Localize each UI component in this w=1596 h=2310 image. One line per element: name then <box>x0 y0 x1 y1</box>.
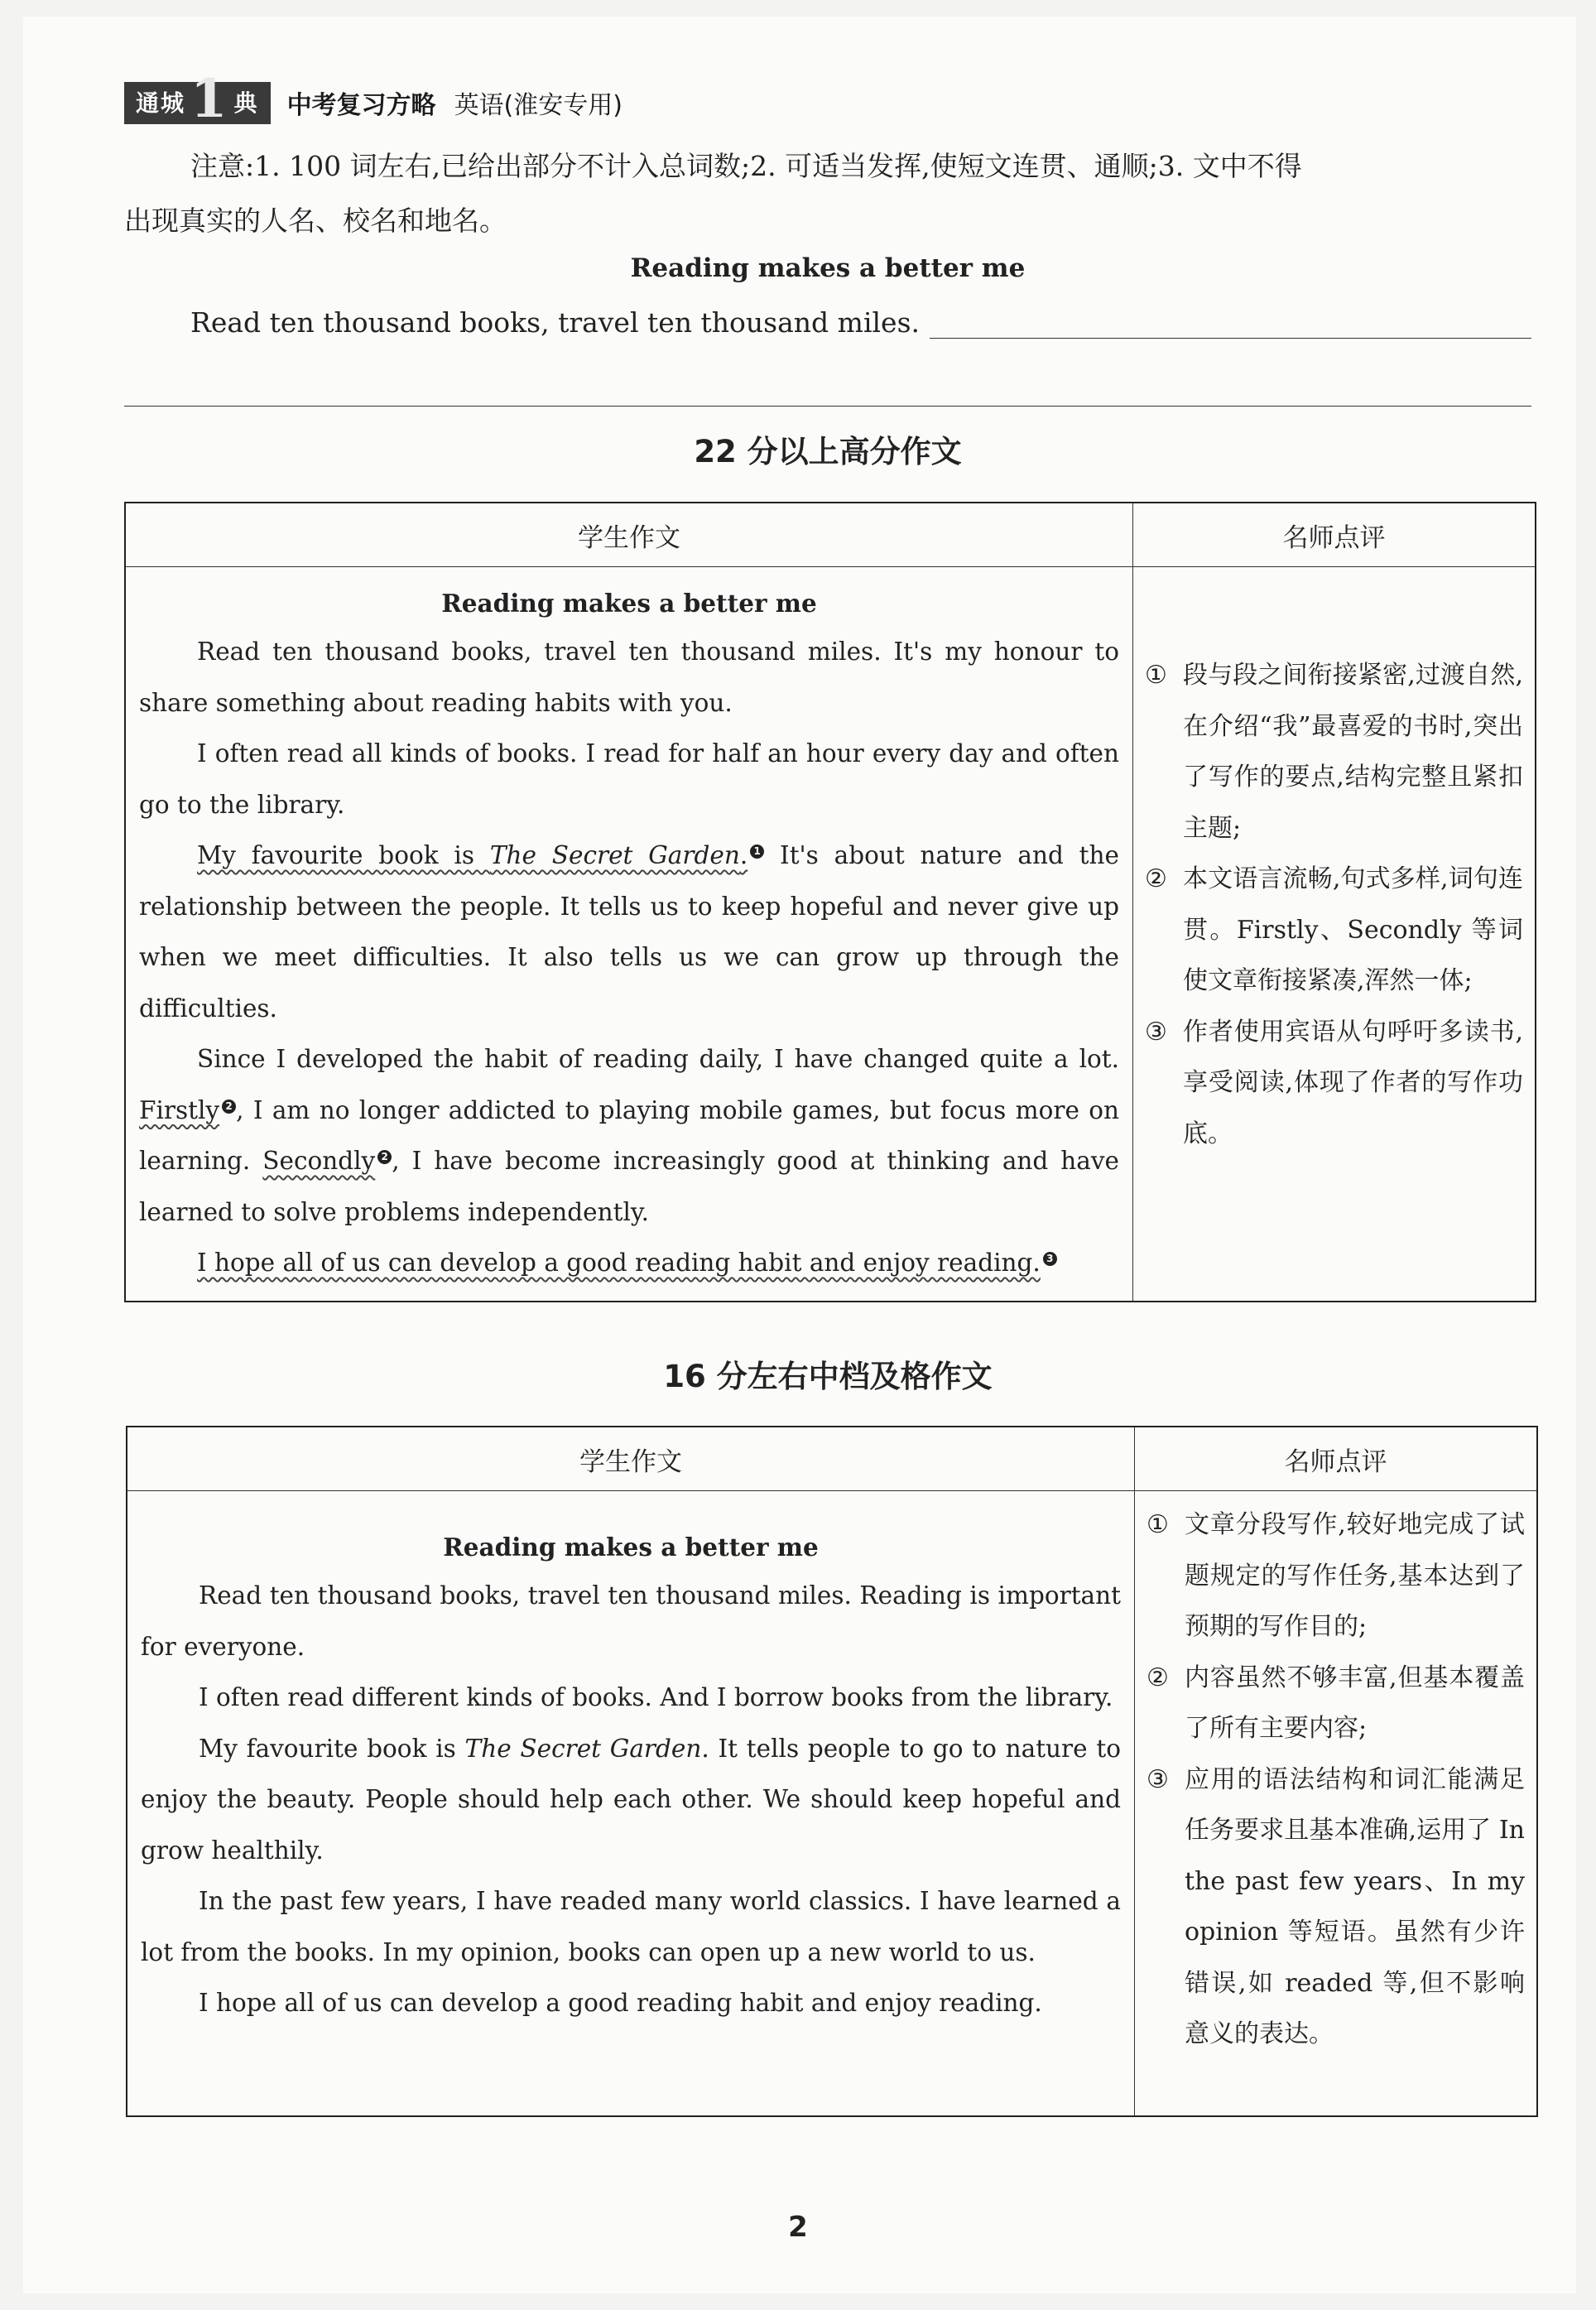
section-title-mid: 16 分左右中档及格作文 <box>663 1359 993 1394</box>
writing-instructions: 注意:1. 100 词左右,已给出部分不计入总词数;2. 可适当发挥,使短文连贯、通顺;3. 文中不得 出现真实的人名、校名和地名。 <box>124 150 1302 237</box>
teacher-comment-cell <box>1135 1491 1538 2117</box>
underlined-word: Secondly <box>262 1147 376 1175</box>
book-title: 中考复习方略 <box>286 91 436 120</box>
note-marker: 3 <box>1043 1252 1057 1266</box>
prompt-title: Reading makes a better me <box>630 253 1026 283</box>
note-marker: 2 <box>377 1150 392 1164</box>
underlined-word: Firstly <box>139 1095 220 1124</box>
running-header <box>124 67 623 130</box>
col-teacher-comment: 名师点评 <box>1133 503 1536 567</box>
student-essay-cell <box>125 567 1133 1302</box>
series-logo: 通城1 典 <box>124 82 271 124</box>
essay-paragraph: My favourite book is The Secret Garden. 1 It's about nature and the relationship between the people. It tells us to keep hopeful and never give up when we meet difficulties. It also tells us we can grow up through the difficulties. <box>139 841 1119 1023</box>
comment-item: ② 内容虽然不够丰富,但基本覆盖了所有主要内容; <box>1147 1663 1525 1743</box>
col-teacher-comment: 名师点评 <box>1135 1427 1538 1491</box>
essay-title: Reading makes a better me <box>441 589 817 618</box>
underlined-sentence: My favourite book is The Secret Garden. <box>197 841 748 869</box>
high-score-table <box>124 502 1536 1302</box>
essay-paragraph: Read ten thousand books, travel ten thousand miles. Reading is important for everyone. <box>141 1581 1121 1661</box>
answer-blank <box>930 308 1531 339</box>
essay-paragraph <box>139 1238 1119 1289</box>
underlined-sentence: I hope all of us can develop a good reading habit and enjoy reading. <box>197 1249 1041 1277</box>
comment-item: ① 文章分段写作,较好地完成了试题规定的写作任务,基本达到了预期的写作目的; <box>1147 1510 1525 1641</box>
note-marker: 2 <box>222 1100 236 1114</box>
comment-item: ③ 应用的语法结构和词汇能满足任务要求且基本准确,运用了 In the past few years、In my opinion 等短语。虽然有少许错误,如 readed 等,但不影响意义的表达。 <box>1147 1764 1525 2048</box>
essay-paragraph: Since I developed the habit of reading daily, I have changed quite a lot. Firstly 2 , I am no longer addicted to playing mobile games, but focus more on learning. Secondly 2 , I have become increasingly good at thinking and have learned to solve problems independently. <box>139 1045 1120 1226</box>
essay-paragraph: I often read all kinds of books. I read for half an hour every day and often go to the library. <box>139 739 1119 819</box>
essay-title: Reading makes a better me <box>443 1533 819 1562</box>
mid-score-table <box>126 1426 1538 2117</box>
student-essay-cell <box>127 1491 1135 2117</box>
teacher-comment-cell <box>1133 567 1536 1302</box>
essay-paragraph: Read ten thousand books, travel ten thousand miles. It's my honour to share something about reading habits with you. <box>139 638 1119 717</box>
comment-item: ① 段与段之间衔接紧密,过渡自然,在介绍“我”最喜爱的书时,突出了写作的要点,结构完整且紧扣主题; <box>1145 661 1523 843</box>
prompt-opening: Read ten thousand books, travel ten thousand miles. <box>190 306 1531 339</box>
essay-paragraph: I often read different kinds of books. And I borrow books from the library. <box>199 1683 1113 1711</box>
comment-item: ② 本文语言流畅,句式多样,词句连贯。Firstly、Secondly 等词使文章衔接紧凑,浑然一体; <box>1145 864 1523 995</box>
essay-paragraph: I hope all of us can develop a good reading habit and enjoy reading. <box>199 1989 1042 2017</box>
essay-paragraph: My favourite book is The Secret Garden. It tells people to go to nature to enjoy the beauty. People should help each other. We should keep hopeful and grow healthily. <box>141 1734 1121 1865</box>
divider <box>124 406 1531 407</box>
essay-paragraph: In the past few years, I have readed many world classics. I have learned a lot from the books. In my opinion, books can open up a new world to us. <box>141 1887 1121 1966</box>
col-student-essay: 学生作文 <box>127 1427 1135 1491</box>
note-marker: 1 <box>750 845 764 859</box>
page-number: 2 <box>788 2211 808 2244</box>
col-student-essay: 学生作文 <box>125 503 1133 567</box>
section-title-high: 22 分以上高分作文 <box>694 434 962 469</box>
book-subject: 英语(淮安专用) <box>454 91 623 120</box>
comment-item: ③ 作者使用宾语从句呼吁多读书,享受阅读,体现了作者的写作功底。 <box>1145 1017 1523 1148</box>
